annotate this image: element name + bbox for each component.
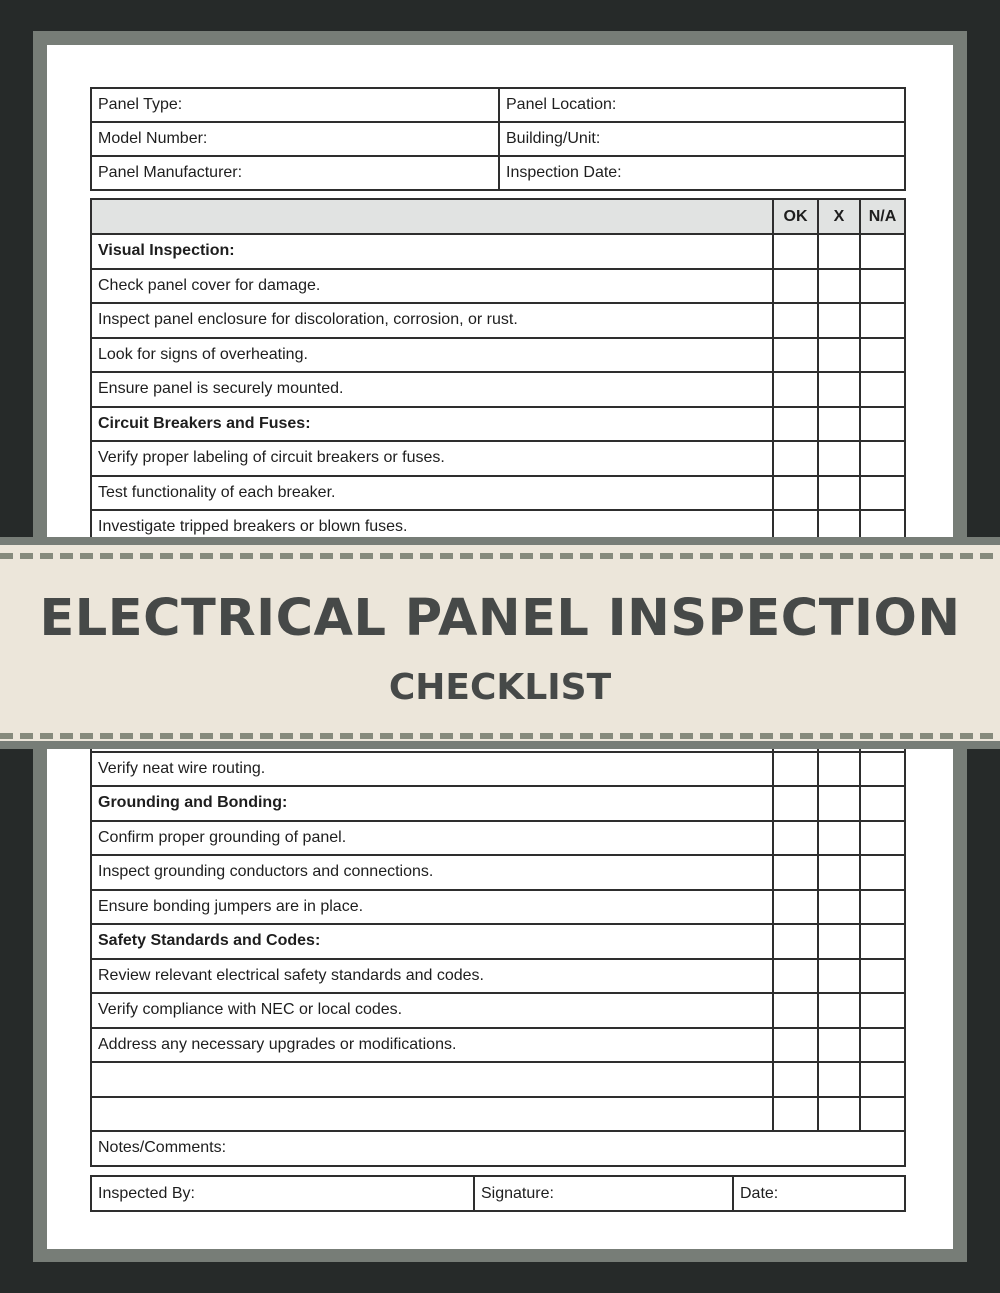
panel-type-field[interactable]: Panel Type:: [91, 88, 499, 122]
checklist-row: [91, 269, 905, 304]
checklist-item-label: Verify neat wire routing.: [91, 752, 773, 787]
checklist-row: [91, 303, 905, 338]
checkbox-x[interactable]: [818, 1097, 860, 1132]
checklist-item-label: Investigate tripped breakers or blown fuses.: [91, 510, 773, 545]
checklist-row: [91, 1097, 905, 1132]
checkbox-ok[interactable]: [773, 821, 818, 856]
checkbox-ok[interactable]: [773, 338, 818, 373]
checkbox-na[interactable]: [860, 959, 905, 994]
panel-manufacturer-field[interactable]: Panel Manufacturer:: [91, 156, 499, 190]
inspection-date-field[interactable]: Inspection Date:: [499, 156, 905, 190]
checkbox-x[interactable]: [818, 890, 860, 925]
checkbox-ok[interactable]: [773, 993, 818, 1028]
checklist-row: [91, 441, 905, 476]
checklist-item-label: [91, 1062, 773, 1097]
checklist-row: [91, 855, 905, 890]
checkbox-ok[interactable]: [773, 1097, 818, 1132]
building-unit-field[interactable]: Building/Unit:: [499, 122, 905, 156]
checkbox-ok[interactable]: [773, 786, 818, 821]
section-title: Circuit Breakers and Fuses:: [91, 407, 773, 442]
checkbox-na[interactable]: [860, 476, 905, 511]
checkbox-x[interactable]: [818, 407, 860, 442]
signature-table: [90, 1175, 906, 1212]
checklist-item-label: Verify proper labeling of circuit breakers or fuses.: [91, 441, 773, 476]
section-title: Visual Inspection:: [91, 234, 773, 269]
notes-comments-field[interactable]: Notes/Comments:: [91, 1131, 905, 1166]
checkbox-na[interactable]: [860, 890, 905, 925]
checkbox-ok[interactable]: [773, 269, 818, 304]
checkbox-ok[interactable]: [773, 476, 818, 511]
checkbox-na[interactable]: [860, 924, 905, 959]
checkbox-ok[interactable]: [773, 855, 818, 890]
dashed-line-top: [0, 553, 1000, 559]
title-banner: [0, 537, 1000, 749]
checklist-header-row: [91, 199, 905, 234]
checkbox-na[interactable]: [860, 786, 905, 821]
checklist-row: [91, 821, 905, 856]
checkbox-x[interactable]: [818, 786, 860, 821]
checkbox-na[interactable]: [860, 752, 905, 787]
checklist-item-label: Inspect grounding conductors and connections.: [91, 855, 773, 890]
document-title: ELECTRICAL PANEL INSPECTION: [39, 589, 961, 648]
section-title: Safety Standards and Codes:: [91, 924, 773, 959]
dashed-line-bottom: [0, 733, 1000, 739]
checkbox-na[interactable]: [860, 303, 905, 338]
checkbox-x[interactable]: [818, 1028, 860, 1063]
checkbox-na[interactable]: [860, 855, 905, 890]
checkbox-ok[interactable]: [773, 752, 818, 787]
checkbox-x[interactable]: [818, 1062, 860, 1097]
checklist-item-label: Review relevant electrical safety standards and codes.: [91, 959, 773, 994]
checkbox-x[interactable]: [818, 924, 860, 959]
section-title: Grounding and Bonding:: [91, 786, 773, 821]
checkbox-x[interactable]: [818, 821, 860, 856]
checklist-row: [91, 1028, 905, 1063]
checkbox-na[interactable]: [860, 234, 905, 269]
checkbox-ok[interactable]: [773, 407, 818, 442]
banner-background: [0, 545, 1000, 741]
checkbox-na[interactable]: [860, 993, 905, 1028]
checklist-item-label: [91, 1097, 773, 1132]
checklist-row: [91, 372, 905, 407]
checkbox-ok[interactable]: [773, 1028, 818, 1063]
checkbox-x[interactable]: [818, 993, 860, 1028]
checkbox-x[interactable]: [818, 855, 860, 890]
checkbox-x[interactable]: [818, 269, 860, 304]
checklist-item-label: Confirm proper grounding of panel.: [91, 821, 773, 856]
panel-info-table: [90, 87, 906, 191]
section-header-row: [91, 786, 905, 821]
checkbox-ok[interactable]: [773, 234, 818, 269]
section-header-row: [91, 924, 905, 959]
checklist-row: [91, 476, 905, 511]
document-subtitle: CHECKLIST: [388, 667, 612, 708]
checklist-item-label: Test functionality of each breaker.: [91, 476, 773, 511]
checklist-row: [91, 993, 905, 1028]
checkbox-na[interactable]: [860, 338, 905, 373]
checklist-item-label: Check panel cover for damage.: [91, 269, 773, 304]
checklist-item-label: Ensure panel is securely mounted.: [91, 372, 773, 407]
checkbox-ok[interactable]: [773, 924, 818, 959]
signature-field[interactable]: Signature:: [474, 1176, 733, 1211]
checkbox-ok[interactable]: [773, 303, 818, 338]
checkbox-ok[interactable]: [773, 959, 818, 994]
checkbox-x[interactable]: [818, 338, 860, 373]
checklist-item-label: Look for signs of overheating.: [91, 338, 773, 373]
inspected-by-field[interactable]: Inspected By:: [91, 1176, 474, 1211]
checklist-item-label: Address any necessary upgrades or modifications.: [91, 1028, 773, 1063]
checklist-item-label: Verify compliance with NEC or local codes.: [91, 993, 773, 1028]
checkbox-na[interactable]: [860, 372, 905, 407]
checkbox-na[interactable]: [860, 1062, 905, 1097]
checklist-row: [91, 1062, 905, 1097]
checkbox-x[interactable]: [818, 441, 860, 476]
checkbox-na[interactable]: [860, 269, 905, 304]
section-header-row: [91, 407, 905, 442]
checkbox-na[interactable]: [860, 821, 905, 856]
checklist-row: [91, 959, 905, 994]
column-ok: OK: [773, 199, 818, 234]
notes-row: [91, 1131, 905, 1166]
checkbox-x[interactable]: [818, 959, 860, 994]
checkbox-na[interactable]: [860, 1097, 905, 1132]
checkbox-x[interactable]: [818, 476, 860, 511]
checkbox-ok[interactable]: [773, 890, 818, 925]
column-na: N/A: [860, 199, 905, 234]
date-field[interactable]: Date:: [733, 1176, 905, 1211]
checkbox-ok[interactable]: [773, 441, 818, 476]
model-number-field[interactable]: Model Number:: [91, 122, 499, 156]
checkbox-ok[interactable]: [773, 372, 818, 407]
column-x: X: [818, 199, 860, 234]
checkbox-x[interactable]: [818, 234, 860, 269]
checkbox-na[interactable]: [860, 407, 905, 442]
checklist-row: [91, 338, 905, 373]
checklist-item-label: Ensure bonding jumpers are in place.: [91, 890, 773, 925]
checkbox-ok[interactable]: [773, 1062, 818, 1097]
checkbox-x[interactable]: [818, 752, 860, 787]
header-blank: [91, 199, 773, 234]
checklist-item-label: Inspect panel enclosure for discoloration, corrosion, or rust.: [91, 303, 773, 338]
checklist-row: [91, 752, 905, 787]
checkbox-x[interactable]: [818, 372, 860, 407]
section-header-row: [91, 234, 905, 269]
checkbox-x[interactable]: [818, 303, 860, 338]
checkbox-na[interactable]: [860, 441, 905, 476]
panel-location-field[interactable]: Panel Location:: [499, 88, 905, 122]
checklist-row: [91, 890, 905, 925]
checkbox-na[interactable]: [860, 1028, 905, 1063]
